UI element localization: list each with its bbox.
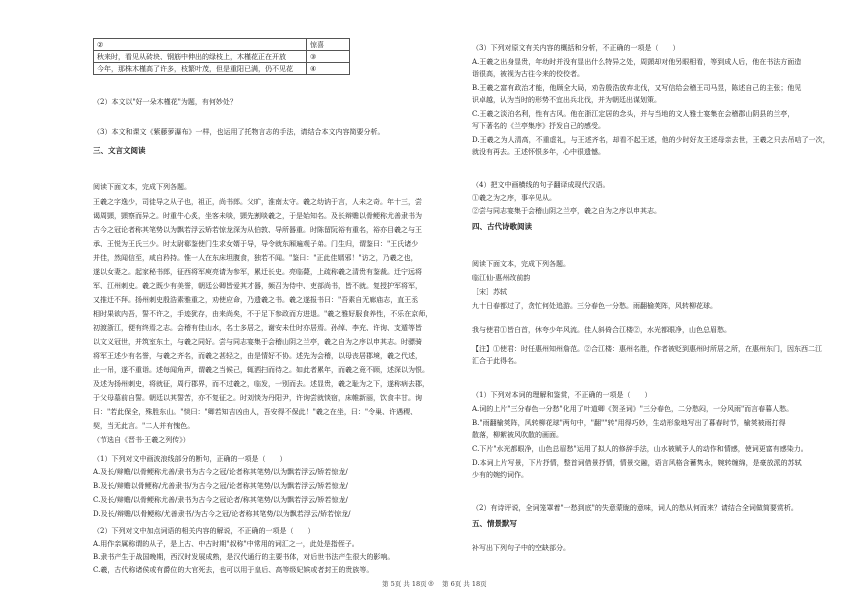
reading-intro: 阅读下面文本，完成下列各题。 — [472, 260, 570, 268]
option-d-cont: 就没有再去。王述怀恨多年，心中很遗憾。 — [472, 148, 605, 156]
passage-line: 止一吊，遂不重诣。述每闻角声，谓羲之当候己，辄洒扫而待之。如此者累年，而羲之竟不顾，述深以为恨。 — [93, 366, 429, 374]
passage-line: 王羲之字逸少，司徒导之从子也，祖正，尚书郎。父旷，淮南太守。羲之幼讷于言，人未之奇。年十三，尝 — [93, 198, 422, 206]
table-row — [94, 39, 350, 51]
question-2b: （2）下列对文中加点词语的相关内容的解说，不正确的一项是（ ） — [93, 527, 315, 535]
poem-title: 临江仙·惠州改前韵 — [472, 274, 531, 282]
footer-separator-icon: ◎ — [428, 579, 434, 587]
passage-line: 初渡浙江，便有终焉之志。会稽有佳山水，名士多居之，谢安未仕时亦居焉。孙绰、李充、许询、支遁等皆 — [93, 324, 422, 332]
poem-author: ［宋］苏轼 — [472, 288, 507, 296]
option-b[interactable]: B.王羲之富有政治才能，他顾全大局，劝告殷浩放弃北伐，又写信给会稽王司马昱，陈述自己的主张；他见 — [472, 84, 802, 92]
passage-line: 古今之冠论者称其笔势以为飘若浮云矫若惊龙深为从伯敦、导所器重。时陈留阮裕有重名，裕亦目羲之与王 — [93, 226, 422, 234]
table-cell: 秋来时，看见从砖块、钢筋中伸出的绿枝上，木槿花正在开放 — [94, 51, 307, 63]
passage-line: 军、江州刺史。羲之既少有美誉，朝廷公卿皆爱其才器，频召为侍中、吏部尚书，皆不就。复授护军将军， — [93, 282, 422, 290]
section-heading-classical-chinese: 三、文言文阅读 — [93, 146, 146, 155]
passage-line: 于父母墓前自誓。朝廷以其誓苦，亦不复征之。时刘惔为丹阳尹，许询尝就惔宿，床帷新丽，饮食丰甘。询 — [93, 394, 422, 402]
option-a[interactable]: A.词的上片"三分春色一分愁"化用了叶道卿《贺圣词》"三分春色，二分愁闷，一分风雨"而言春暮人愁。 — [472, 405, 794, 413]
poem-line: 我与使君①皆白首，休夸少年风流。佳人斜倚合江楼②，水光都眼净，山色总眉愁。 — [472, 326, 731, 334]
passage-line: 曰："若此保全，殊胜东山。"惔曰："卿若知吉凶由人，吾安得不保此！"羲之在坐，曰："令巢、许遇稷、 — [93, 408, 418, 416]
passage-line: 承、王悦为王氏三少。时太尉郗鉴使门生求女婿于导，导令就东厢遍观子弟。门生归，谓鉴曰："王氏诸少 — [93, 240, 419, 248]
option-a-cont: 诣很高，被视为古往今来的佼佼者。 — [472, 70, 584, 78]
dictation-instruction: 补写出下列句子中的空缺部分。 — [472, 544, 570, 552]
question-3: （3）下列对原文有关内容的概括和分析，不正确的一项是（ ） — [472, 44, 680, 52]
question-1: （1）下列对文中画波浪线部分的断句，正确的一项是（ ） — [93, 455, 287, 463]
passage-line: 遂以女妻之。起家秘书郎，征西将军庾亮请为参军，累迁长史。亮临薨，上疏称羲之清贵有鉴裁。迁宁远将 — [93, 268, 422, 276]
option-a[interactable]: A.王羲之出身显贵，年幼时并没有显出什么特异之处，周顗却对他另眼相看，等到成人后，他在书法方面造 — [472, 58, 802, 66]
option-c[interactable]: C.羲，古代称诸侯或有爵位的大官死去，也可以用于皇后、高等级妃嫔或者封王的贵族等。 — [93, 566, 374, 574]
passage-line: 契，当无此言。"二人并有愧色。 — [93, 422, 195, 430]
page-number-right: 第 6页 共 18页 — [442, 580, 487, 588]
option-d-cont: 少有的婉约词作。 — [472, 471, 528, 479]
option-d[interactable]: D.王羲之为人清高，不重虚礼，与王述齐名，却看不起王述，他的少时好友王述母亲去世，王羲之只去吊唁了一次， — [472, 136, 830, 144]
question-4: （4）把文中画横线的句子翻译成现代汉语。 — [472, 181, 610, 189]
question-2: （2）有诗评说，全词笼罩着"一愁到底"的失意蒙眬的意味，词人的愁从何而来？请结合全词做简要赏析。 — [472, 504, 798, 512]
reading-table — [93, 38, 350, 75]
reading-intro: 阅读下面文本，完成下列各题。 — [93, 183, 191, 191]
table-row — [94, 63, 350, 75]
option-c[interactable]: C.王羲之淡泊名利，性有古风。他在浙江定居的念头，并与当地的文人雅士宴集在会稽郡山阴县的兰亭， — [472, 110, 795, 118]
passage-line: 及述为扬州刺史，将就征，周行郡界，而不过羲之，临发，一别而去。述显贵，羲之耻为之下，遂称病去郡， — [93, 380, 429, 388]
option-b[interactable]: B.及长/辩赡以骨鲠称/尤善隶书/为古今之冠/论者称其笔势/以为飘若浮云/矫若惊龙/ — [93, 482, 348, 490]
option-b-cont: 散落，柳絮被风吹散的画面。 — [472, 431, 563, 439]
table-cell: ② — [94, 39, 307, 51]
passage-line: 将军王述少有名誉，与羲之齐名，而羲之甚轻之，由是情好不协。述先为会稽，以母丧居郡境，羲之代述， — [93, 352, 422, 360]
passage-line: 以文义冠世，并筑室东土，与羲之同好。尝与同志宴集于会稽山阴之兰亭，羲之自为之序以申其志。时骠骑 — [93, 338, 422, 346]
option-b-cont: 识卓越，认为当时的形势不宜出兵北伐，并为朝廷出谋划策。 — [472, 96, 661, 104]
table-cell: 今年，那株木槿高了许多，枝繁叶茂，但是重阳已满，仍不见花 — [94, 63, 307, 75]
passage-line: 并佳，然闻信至，咸自矜持。惟一人在东床坦腹食，独若不闻。"鉴曰："正此佳婿邪！"访之，乃羲之也， — [93, 254, 418, 262]
question-3: （3）本文和课文《紫藤萝瀑布》一样，也运用了托物言志的手法，请结合本文内容简要分析。 — [93, 128, 385, 136]
option-a[interactable]: A.及长/辩赡/以骨鲠称尤善/隶书为古今之冠/论者称其笔势/以为飘若浮云/矫若惊龙/ — [93, 468, 348, 476]
passage-source: （节选自《晋书·王羲之列传》） — [93, 436, 190, 444]
poem-line: 九十日春都过了，贪忙何处追游。三分春色一分愁。雨翻榆荚阵，风转柳花球。 — [472, 302, 717, 310]
option-c[interactable]: C.及长/辩赡/以骨鲠称尤善/隶书为古今之冠论者/称其笔势/以为飘若浮云/矫若惊龙/ — [93, 496, 348, 504]
passage-line: 相时果欲内吾，誓不许之，手迹犹存，由来尚矣，不于足下参政而方进退。"羲之雅好服食养性，不乐在京师， — [93, 310, 433, 318]
poem-note-cont: 汇合于此得名。 — [472, 357, 521, 365]
page-number-left: 第 5页 共 18页 — [382, 580, 427, 588]
question-2: （2）本文以"好一朵木槿花"为题，有何妙处？ — [93, 98, 237, 106]
option-c[interactable]: C.下片"水光都眼净，山色总眉愁"运用了拟人的修辞手法，山水被赋予人的动作和情感，使词更富有感染力。 — [472, 445, 808, 453]
option-b[interactable]: B."雨翻榆荚阵，风转柳花球"两句中，"翻""转"用得巧妙，生动形象地写出了暮春时节，榆荚被雨打得 — [472, 419, 786, 427]
section-heading-dictation: 五、情景默写 — [472, 519, 517, 528]
option-a[interactable]: A.用作亲属称谓的从子，是上古、中古时期"叔称"中常用的词汇之一，此处是指侄子。 — [93, 540, 359, 548]
poem-note: 【注】①使君：时任惠州知州詹范。②合江楼：惠州名胜，作者被贬到惠州时所居之所，在惠州东门，因东西二江 — [472, 345, 822, 353]
table-cell: ④ — [307, 63, 350, 75]
question-1: （1）下列对本词的理解和鉴赏，不正确的一项是（ ） — [472, 391, 652, 399]
option-d[interactable]: D.本词上片写景，下片抒情，整首词借景抒情，情景交融，语言风格含蓄隽永，婉转缠绵，是豪放派的苏轼 — [472, 459, 802, 467]
passage-line: 谒周顗，顗察而异之。时重牛心炙，坐客未啖，顗先割啖羲之，于是始知名。及长辩赡以骨鲠称尤善隶书为 — [93, 212, 422, 220]
table-cell: 惊喜 — [307, 39, 350, 51]
passage-line: 又推迁不拜。扬州刺史殷浩素雅重之，劝使应命，乃遗羲之书。羲之遂报书曰："吾素自无廊庙志，直王丞 — [93, 296, 419, 304]
section-heading-poetry: 四、古代诗歌阅读 — [472, 222, 532, 231]
option-b[interactable]: B.隶书产生于战国晚期，西汉时发展成熟，是汉代通行的主要书体，对后世书法产生很大的影响。 — [93, 553, 395, 561]
translation-item: ②尝与同志宴集于会稽山阴之兰亭，羲之自为之序以申其志。 — [472, 207, 661, 215]
table-cell: ③ — [307, 51, 350, 63]
option-c-cont: 写下著名的《兰亭集序》抒发自己的感受。 — [472, 122, 605, 130]
option-d[interactable]: D.及长/辩赡/以骨鲠称/尤善隶书/为古今之冠/论者称其笔势/以为飘若浮云/矫若惊龙/ — [93, 510, 351, 518]
table-row — [94, 51, 350, 63]
translation-item: ①羲之为之序，事辛见从。 — [472, 194, 556, 202]
